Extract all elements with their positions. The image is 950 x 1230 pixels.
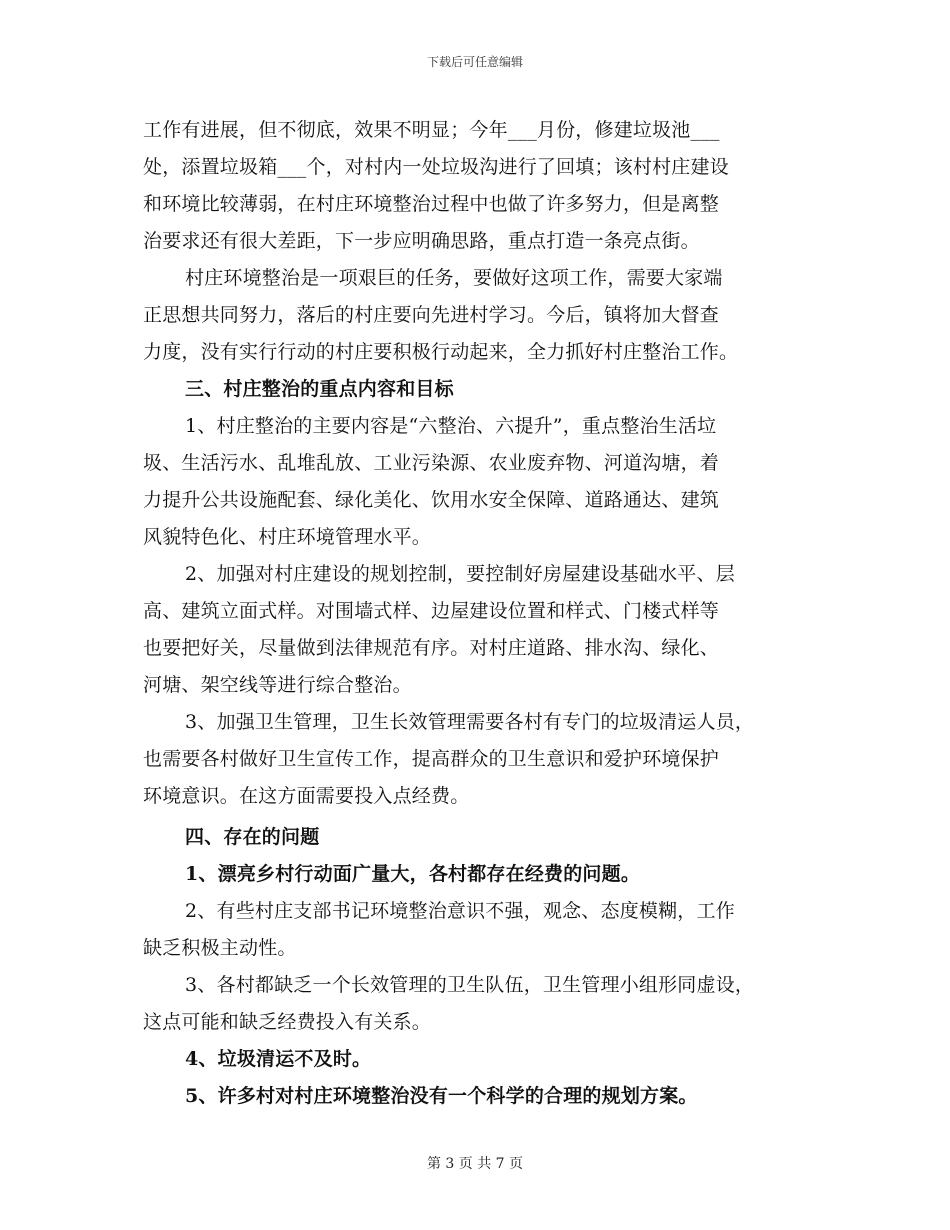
text-line: 正思想共同努力，落后的村庄要向先进村学习。今后，镇将加大督查 [143, 304, 720, 326]
problem-item [143, 893, 823, 967]
text-line: 2、有些村庄支部书记环境整治意识不强，观念、态度模糊，工作 [185, 900, 735, 922]
text-line: 也需要各村做好卫生宣传工作，提高群众的卫生意识和爱护环境保护 [143, 748, 720, 770]
text-line: 和环境比较薄弱，在村庄环境整治过程中也做了许多努力，但是离整 [143, 193, 720, 215]
section-heading: 三、村庄整治的重点内容和目标 [185, 378, 454, 400]
text-line: 1、村庄整治的主要内容是“六整治、六提升”，重点整治生活垃 [185, 415, 717, 437]
paragraph [143, 260, 823, 371]
text-line: 环境意识。在这方面需要投入点经费。 [143, 785, 470, 807]
text-line: 风貌特色化、村庄环境管理水平。 [143, 526, 432, 548]
paragraph [143, 112, 823, 260]
text-line: 村庄环境整治是一项艰巨的任务，要做好这项工作，需要大家端 [185, 267, 723, 289]
text-line: 力提升公共设施配套、绿化美化、饮用水安全保障、道路通达、建筑 [143, 489, 720, 511]
text-line: 处，添置垃圾箱___个，对村内一处垃圾沟进行了回填；该村村庄建设 [143, 156, 729, 178]
text-line: 也要把好关，尽量做到法律规范有序。对村庄道路、排水沟、绿化、 [143, 637, 720, 659]
problem-item: 4、垃圾清运不及时。 [185, 1048, 372, 1070]
section-heading: 四、存在的问题 [185, 826, 320, 848]
paragraph [143, 408, 823, 556]
text-line: 缺乏积极主动性。 [143, 937, 297, 959]
text-line: 3、加强卫生管理，卫生长效管理需要各村有专门的垃圾清运人员， [185, 711, 755, 733]
text-line: 力度，没有实行行动的村庄要积极行动起来，全力抓好村庄整治工作。 [143, 341, 739, 363]
text-line: 工作有进展，但不彻底，效果不明显；今年___月份，修建垃圾池___ [143, 119, 720, 141]
text-line: 这点可能和缺乏经费投入有关系。 [143, 1011, 432, 1033]
text-line: 2、加强对村庄建设的规划控制，要控制好房屋建设基础水平、层 [185, 563, 735, 585]
problem-item: 5、许多村对村庄环境整治没有一个科学的合理的规划方案。 [185, 1085, 698, 1107]
text-line: 圾、生活污水、乱堆乱放、工业污染源、农业废弃物、河道沟塘，着 [143, 452, 720, 474]
header-note: 下载后可任意编辑 [426, 55, 523, 69]
text-line: 3、各村都缺乏一个长效管理的卫生队伍，卫生管理小组形同虚设， [185, 974, 755, 996]
paragraph [143, 556, 823, 704]
paragraph [143, 704, 823, 815]
text-line: 治要求还有很大差距，下一步应明确思路，重点打造一条亮点街。 [143, 230, 700, 252]
text-line: 河塘、架空线等进行综合整治。 [143, 674, 412, 696]
page-number-footer: 第 3 页 共 7 页 [426, 1156, 524, 1172]
document-body [143, 112, 823, 1115]
text-line: 高、建筑立面式样。对围墙式样、边屋建设位置和样式、门楼式样等 [143, 600, 720, 622]
problem-item [143, 967, 823, 1041]
problem-item: 1、漂亮乡村行动面广量大，各村都存在经费的问题。 [185, 863, 641, 885]
